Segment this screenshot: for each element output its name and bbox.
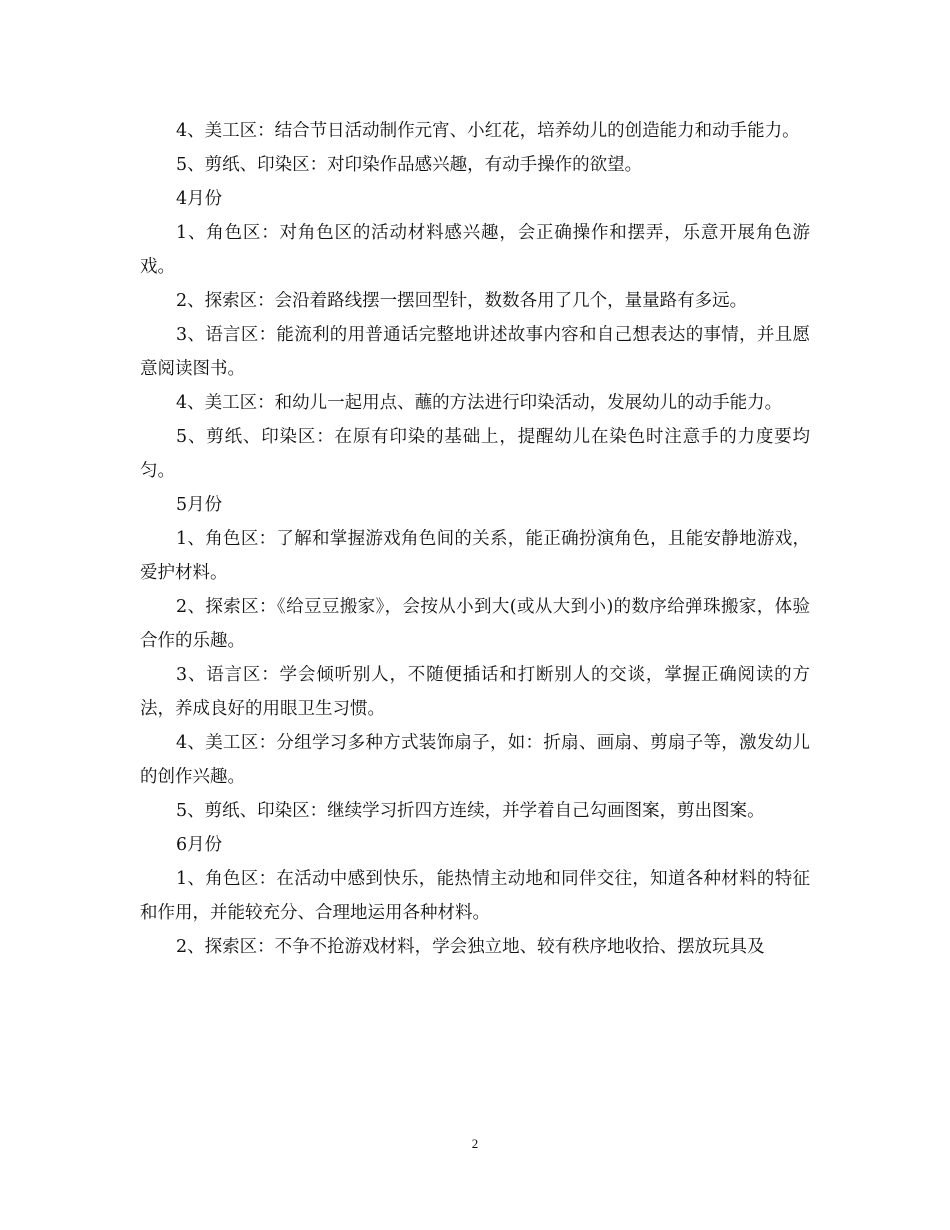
- paragraph: 2、探索区：会沿着路线摆一摆回型针，数数各用了几个，量量路有多远。: [176, 291, 748, 311]
- paragraph: 4、美工区：结合节日活动制作元宵、小红花，培养幼儿的创造能力和动手能力。: [176, 121, 800, 141]
- section-heading-may: 5月份: [176, 495, 223, 515]
- paragraph: 3、语言区：学会倾听别人，不随便插话和打断别人的交谈，掌握正确阅读的方法，养成良好的用眼卫生习惯。: [140, 665, 810, 719]
- paragraph: 2、探索区：《给豆豆搬家》，会按从小到大(或从大到小)的数序给弹珠搬家，体验合作的乐趣。: [140, 597, 810, 651]
- paragraph: 1、角色区：对角色区的活动材料感兴趣，会正确操作和摆弄，乐意开展角色游戏。: [140, 223, 810, 277]
- paragraph: 1、角色区：了解和掌握游戏角色间的关系，能正确扮演角色，且能安静地游戏，爱护材料。: [140, 529, 810, 583]
- section-heading-april: 4月份: [176, 189, 223, 209]
- document-body: [140, 114, 810, 964]
- page-number: 2: [471, 1136, 479, 1151]
- paragraph: 4、美工区：和幼儿一起用点、蘸的方法进行印染活动，发展幼儿的动手能力。: [176, 393, 783, 413]
- paragraph: 2、探索区：不争不抢游戏材料，学会独立地、较有秩序地收拾、摆放玩具及: [176, 937, 765, 957]
- paragraph: 5、剪纸、印染区：在原有印染的基础上，提醒幼儿在染色时注意手的力度要均匀。: [140, 427, 810, 481]
- paragraph: 3、语言区：能流利的用普通话完整地讲述故事内容和自己想表达的事情，并且愿意阅读图书。: [140, 325, 810, 379]
- paragraph: 1、角色区：在活动中感到快乐，能热情主动地和同伴交往，知道各种材料的特征和作用，并能较充分、合理地运用各种材料。: [140, 869, 810, 923]
- paragraph: 5、剪纸、印染区：对印染作品感兴趣，有动手操作的欲望。: [176, 155, 643, 175]
- paragraph: 4、美工区：分组学习多种方式装饰扇子，如：折扇、画扇、剪扇子等，激发幼儿的创作兴趣。: [140, 733, 810, 787]
- section-heading-june: 6月份: [176, 835, 223, 855]
- paragraph: 5、剪纸、印染区：继续学习折四方连续，并学着自己勾画图案，剪出图案。: [176, 801, 765, 821]
